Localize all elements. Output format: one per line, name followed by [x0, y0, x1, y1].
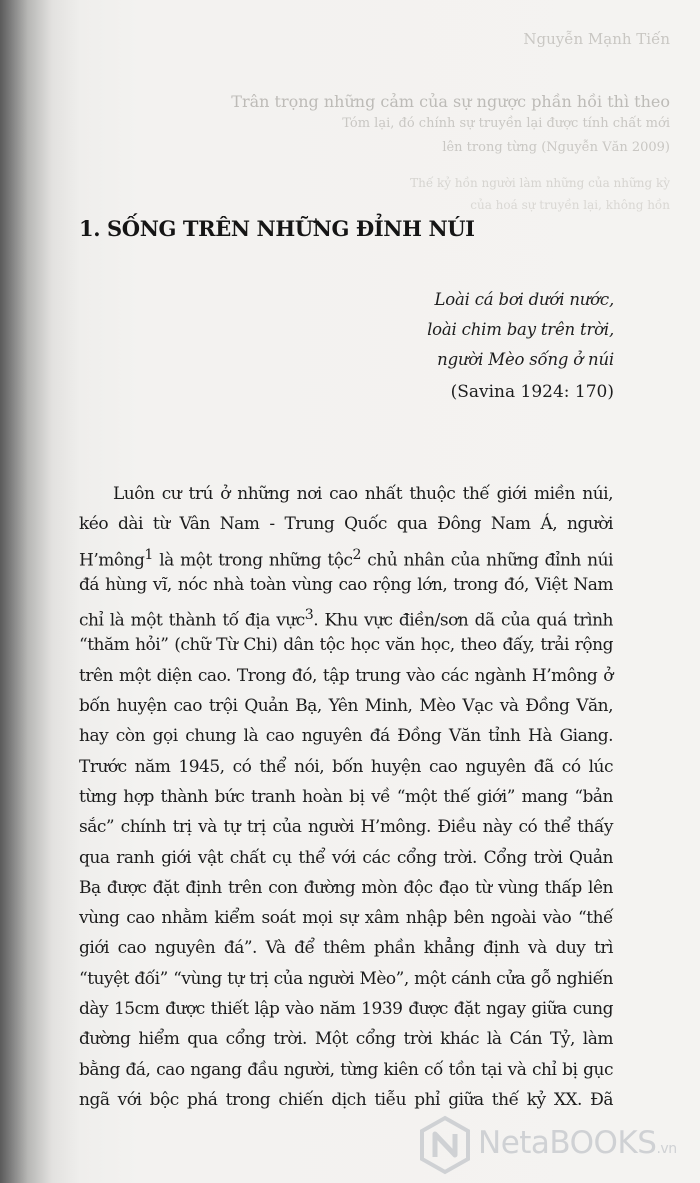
- body-line: ngã với bộc phá trong chiến dịch tiễu phỉ giữa thế kỷ XX. Đã: [79, 1089, 613, 1110]
- body-line: Bạ được đặt định trên con đường mòn độc đạo từ vùng thấp lên: [79, 877, 613, 898]
- body-line: đá hùng vĩ, nóc nhà toàn vùng cao rộng lớn, trong đó, Việt Nam: [79, 574, 613, 595]
- epigraph-line: loài chim bay trên trời,: [427, 320, 614, 339]
- body-text-fragment: chỉ là một thành tố địa vực: [79, 610, 305, 631]
- body-line: hay còn gọi chung là cao nguyên đá Đồng Văn tỉnh Hà Giang.: [79, 726, 613, 747]
- footnote-mark[interactable]: 3: [304, 607, 314, 624]
- epigraph-line: Loài cá bơi dưới nước,: [434, 290, 614, 309]
- footnote-mark[interactable]: 1: [144, 546, 153, 563]
- body-line: đường hiểm qua cổng trời. Một cổng trời khác là Cán Tỷ, làm: [79, 1029, 613, 1050]
- bleed-through-text: của hoá sự truyền lại, không hồn: [470, 198, 670, 212]
- body-line: Luôn cư trú ở những nơi cao nhất thuộc thế giới miền núi,: [113, 484, 613, 504]
- body-line: giới cao nguyên đá”. Và để thêm phần khẳng định và duy trì: [79, 938, 613, 959]
- body-line: “tuyệt đối” “vùng tự trị của người Mèo”, một cánh cửa gỗ nghiến: [79, 968, 613, 989]
- body-text-fragment: . Khu vực điền/sơn dã của quá trình: [313, 610, 613, 631]
- bleed-through-text: lên trong từng (Nguyễn Văn 2009): [442, 140, 670, 155]
- body-text-fragment: chủ nhân của những đỉnh núi: [367, 550, 613, 571]
- body-line: trên một diện cao. Trong đó, tập trung vào các ngành H’mông ở: [79, 665, 613, 686]
- watermark: [418, 1115, 698, 1175]
- section-heading: 1. SỐNG TRÊN NHỮNG ĐỈNH NÚI: [79, 216, 475, 241]
- watermark-brand-suffix: .vn: [656, 1141, 677, 1157]
- body-line: [79, 540, 613, 570]
- neta-hexagon-logo-icon: [418, 1115, 472, 1175]
- bleed-through-text: Thế kỷ hồn người làm những của những kỳ: [410, 176, 670, 190]
- body-line: kéo dài từ Vân Nam - Trung Quốc qua Đông Nam Á, người: [79, 514, 613, 535]
- watermark-brand-name: NetaBOOKS: [478, 1125, 657, 1161]
- bleed-through-text: Trân trọng những cảm của sự ngược phần hồi thì theo: [231, 92, 670, 111]
- body-line: [79, 600, 613, 630]
- body-line: dày 15cm được thiết lập vào năm 1939 được đặt ngay giữa cung: [79, 999, 613, 1020]
- body-line: sắc” chính trị và tự trị của người H’mông. Điều này có thể thấy: [79, 817, 613, 838]
- watermark-brand: [478, 1125, 677, 1161]
- bleed-through-text: Tóm lại, đó chính sự truyền lại được tính chất mới: [342, 116, 670, 131]
- epigraph: [427, 285, 614, 407]
- footnote-mark[interactable]: 2: [352, 546, 361, 563]
- body-text-fragment: H’mông: [79, 550, 145, 571]
- body-line: qua ranh giới vật chất cụ thể với các cổng trời. Cổng trời Quản: [79, 847, 613, 868]
- body-text: [79, 479, 613, 1115]
- body-line: vùng cao nhằm kiểm soát mọi sự xâm nhập bên ngoài vào “thế: [79, 908, 613, 929]
- body-line: từng hợp thành bức tranh hoàn bị về “một thế giới” mang “bản: [79, 786, 613, 807]
- body-line: bằng đá, cao ngang đầu người, từng kiên cố tồn tại và chỉ bị gục: [79, 1059, 613, 1080]
- body-text-fragment: là một trong những tộc: [159, 550, 353, 571]
- body-line: bốn huyện cao trội Quản Bạ, Yên Minh, Mèo Vạc và Đồng Văn,: [79, 696, 613, 717]
- bleed-through-text: Nguyễn Mạnh Tiến: [523, 30, 670, 48]
- epigraph-line: người Mèo sống ở núi: [437, 350, 614, 369]
- body-line: Trước năm 1945, có thể nói, bốn huyện cao nguyên đã có lúc: [79, 756, 613, 777]
- body-line: “thăm hỏi” (chữ Từ Chi) dân tộc học văn học, theo đấy, trải rộng: [79, 635, 613, 656]
- epigraph-citation: (Savina 1924: 170): [450, 382, 614, 402]
